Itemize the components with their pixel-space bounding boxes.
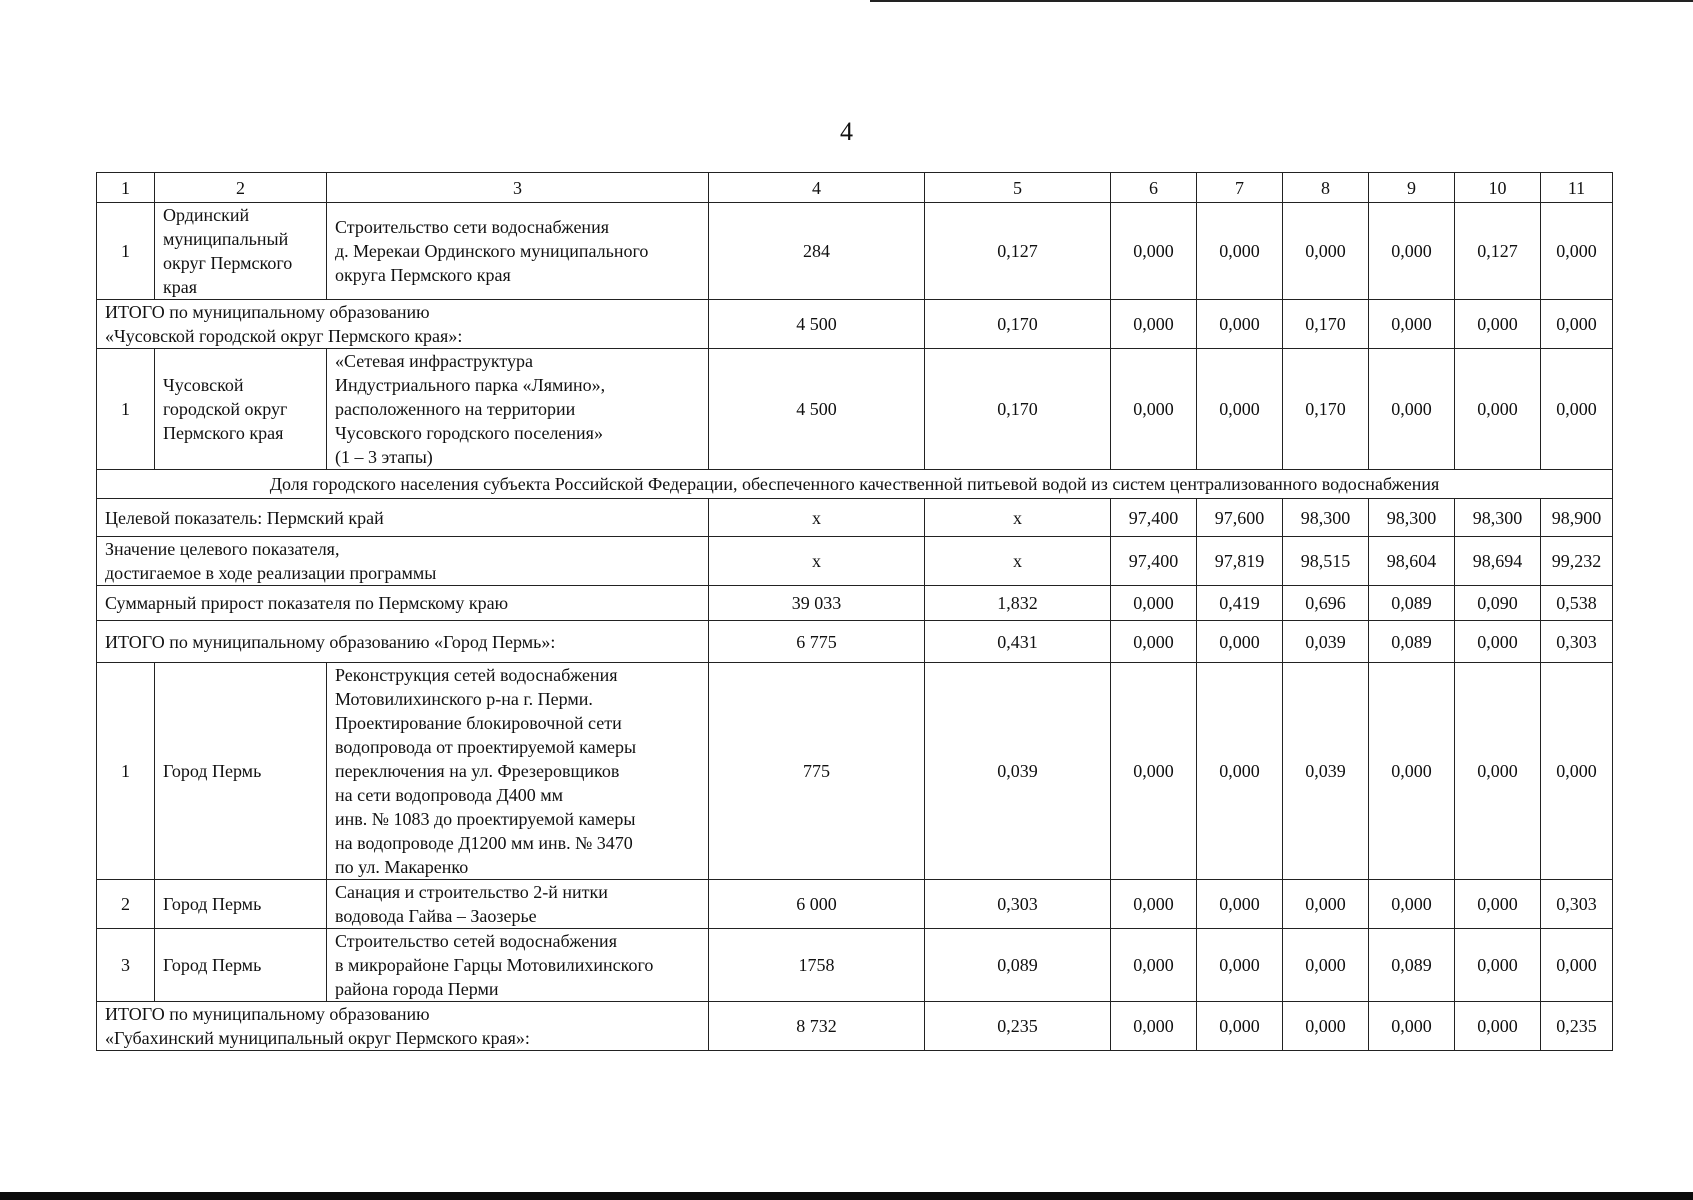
value-cell: 0,000 (1111, 1002, 1197, 1051)
row-number: 1 (97, 203, 155, 300)
municipality-line: Ординский (163, 205, 250, 225)
object-cell (327, 929, 709, 1002)
object-line: Реконструкция сетей водоснабжения (335, 665, 618, 685)
value-cell: 0,000 (1455, 663, 1541, 880)
object-cell (327, 880, 709, 929)
value-cell: 98,300 (1283, 499, 1369, 537)
value-cell: 0,000 (1283, 1002, 1369, 1051)
summary-label-line: достигаемое в ходе реализации программы (105, 563, 437, 583)
summary-row (97, 537, 1613, 586)
object-cell (327, 203, 709, 300)
value-cell: 0,000 (1541, 929, 1613, 1002)
value-cell: 0,170 (1283, 349, 1369, 470)
table-row (97, 663, 1613, 880)
column-number: 4 (709, 173, 925, 203)
summary-row (97, 300, 1613, 349)
value-cell: 97,400 (1111, 537, 1197, 586)
value-cell: 0,089 (1369, 621, 1455, 663)
value-cell: 0,000 (1369, 880, 1455, 929)
object-cell (327, 349, 709, 470)
column-number: 8 (1283, 173, 1369, 203)
value-cell: 0,000 (1369, 203, 1455, 300)
value-cell: 0,696 (1283, 586, 1369, 621)
column-number: 10 (1455, 173, 1541, 203)
section-title: Доля городского населения субъекта Российской Федерации, обеспеченного качественной питьевой водой из систем централизованного водоснабжения (97, 470, 1613, 499)
summary-label (97, 499, 709, 537)
object-cell (327, 663, 709, 880)
section-header-row (97, 470, 1613, 499)
table-row (97, 929, 1613, 1002)
value-cell: 0,000 (1197, 880, 1283, 929)
summary-label-line: ИТОГО по муниципальному образованию «Город Пермь»: (105, 631, 556, 652)
value-cell: 0,170 (925, 300, 1111, 349)
value-cell: 98,900 (1541, 499, 1613, 537)
value-cell: 0,000 (1369, 300, 1455, 349)
summary-label-line: «Чусовской городской округ Пермского края»: (105, 326, 463, 346)
value-cell: 0,000 (1111, 349, 1197, 470)
municipality-line: Город Пермь (163, 955, 262, 975)
summary-label-line: Суммарный прирост показателя по Пермскому краю (105, 593, 509, 613)
value-cell: 775 (709, 663, 925, 880)
value-cell: 0,089 (1369, 586, 1455, 621)
municipality-cell (155, 663, 327, 880)
value-cell: 0,127 (925, 203, 1111, 300)
table-row (97, 880, 1613, 929)
value-cell: 0,000 (1283, 929, 1369, 1002)
value-cell: 0,170 (1283, 300, 1369, 349)
object-line: д. Мерекаи Ординского муниципального (335, 241, 649, 261)
value-cell: 0,303 (1541, 621, 1613, 663)
value-cell: х (925, 537, 1111, 586)
summary-row (97, 499, 1613, 537)
value-cell: 0,000 (1369, 349, 1455, 470)
value-cell: 0,000 (1541, 663, 1613, 880)
summary-label-line: Значение целевого показателя, (105, 539, 340, 559)
object-line: инв. № 1083 до проектируемой камеры (335, 809, 636, 829)
value-cell: 0,000 (1111, 586, 1197, 621)
value-cell: 0,000 (1541, 349, 1613, 470)
object-line: по ул. Макаренко (335, 857, 469, 877)
summary-label-line: «Губахинский муниципальный округ Пермского края»: (105, 1028, 530, 1048)
value-cell: 4 500 (709, 300, 925, 349)
object-line: расположенного на территории (335, 399, 576, 419)
value-cell: 0,000 (1111, 300, 1197, 349)
municipality-cell (155, 929, 327, 1002)
value-cell: 0,538 (1541, 586, 1613, 621)
value-cell: 0,000 (1455, 621, 1541, 663)
table-row (97, 203, 1613, 300)
value-cell: 0,000 (1369, 1002, 1455, 1051)
column-number: 3 (327, 173, 709, 203)
object-line: переключения на ул. Фрезеровщиков (335, 761, 620, 781)
value-cell: 0,089 (925, 929, 1111, 1002)
value-cell: 0,170 (925, 349, 1111, 470)
summary-label-line: ИТОГО по муниципальному образованию (105, 1004, 430, 1024)
value-cell: 1,832 (925, 586, 1111, 621)
value-cell: 0,000 (1455, 1002, 1541, 1051)
value-cell: 0,000 (1455, 929, 1541, 1002)
object-line: в микрорайоне Гарцы Мотовилихинского (335, 955, 654, 975)
value-cell: 0,000 (1197, 621, 1283, 663)
page-number: 4 (840, 117, 853, 146)
municipality-line: округ Пермского (163, 253, 293, 273)
value-cell: 0,000 (1197, 300, 1283, 349)
value-cell: 97,600 (1197, 499, 1283, 537)
object-line: водопровода от проектируемой камеры (335, 737, 637, 757)
value-cell: 0,000 (1197, 349, 1283, 470)
value-cell: 39 033 (709, 586, 925, 621)
object-line: Санация и строительство 2-й нитки (335, 882, 608, 902)
value-cell: 1758 (709, 929, 925, 1002)
value-cell: 0,000 (1111, 663, 1197, 880)
value-cell: 0,000 (1283, 880, 1369, 929)
value-cell: 98,515 (1283, 537, 1369, 586)
column-number: 2 (155, 173, 327, 203)
municipality-cell (155, 203, 327, 300)
summary-row (97, 621, 1613, 663)
municipality-cell (155, 349, 327, 470)
summary-label (97, 586, 709, 621)
value-cell: 6 000 (709, 880, 925, 929)
column-number: 1 (97, 173, 155, 203)
value-cell: 0,000 (1455, 880, 1541, 929)
value-cell: 0,000 (1541, 203, 1613, 300)
value-cell: 6 775 (709, 621, 925, 663)
value-cell: 0,000 (1541, 300, 1613, 349)
value-cell: 0,000 (1283, 203, 1369, 300)
scan-bottom-edge (0, 1192, 1693, 1200)
column-number: 7 (1197, 173, 1283, 203)
object-line: на сети водопровода Д400 мм (335, 785, 564, 805)
value-cell: 0,419 (1197, 586, 1283, 621)
column-number: 9 (1369, 173, 1455, 203)
value-cell: 0,000 (1111, 929, 1197, 1002)
value-cell: 99,232 (1541, 537, 1613, 586)
value-cell: 98,300 (1455, 499, 1541, 537)
value-cell: 0,303 (1541, 880, 1613, 929)
object-line: Мотовилихинского р-на г. Перми. (335, 689, 593, 709)
value-cell: 0,000 (1455, 349, 1541, 470)
value-cell: 97,400 (1111, 499, 1197, 537)
value-cell: 0,090 (1455, 586, 1541, 621)
value-cell: х (709, 499, 925, 537)
value-cell: 0,000 (1455, 300, 1541, 349)
object-line: Проектирование блокировочной сети (335, 713, 622, 733)
municipality-line: городской округ (163, 399, 288, 419)
summary-label (97, 300, 709, 349)
column-number-row (97, 173, 1613, 203)
value-cell: 0,000 (1197, 929, 1283, 1002)
municipality-cell (155, 880, 327, 929)
row-number: 1 (97, 663, 155, 880)
object-line: на водопроводе Д1200 мм инв. № 3470 (335, 833, 633, 853)
summary-label (97, 1002, 709, 1051)
municipality-line: Город Пермь (163, 761, 262, 781)
value-cell: 8 732 (709, 1002, 925, 1051)
value-cell: 0,089 (1369, 929, 1455, 1002)
object-line: округа Пермского края (335, 265, 511, 285)
value-cell: 98,300 (1369, 499, 1455, 537)
column-number: 5 (925, 173, 1111, 203)
top-edge-rule (870, 0, 1693, 2)
row-number: 1 (97, 349, 155, 470)
object-line: Чусовского городского поселения» (335, 423, 603, 443)
row-number: 2 (97, 880, 155, 929)
value-cell: 0,039 (925, 663, 1111, 880)
object-line: водовода Гайва – Заозерье (335, 906, 537, 926)
value-cell: 0,235 (1541, 1002, 1613, 1051)
summary-label-line: ИТОГО по муниципальному образованию (105, 302, 430, 322)
object-line: Строительство сетей водоснабжения (335, 931, 617, 951)
value-cell: 4 500 (709, 349, 925, 470)
value-cell: 0,303 (925, 880, 1111, 929)
value-cell: 284 (709, 203, 925, 300)
value-cell: 0,431 (925, 621, 1111, 663)
value-cell: 97,819 (1197, 537, 1283, 586)
value-cell: 0,000 (1197, 663, 1283, 880)
object-line: (1 – 3 этапы) (335, 447, 433, 467)
municipality-line: муниципальный (163, 229, 289, 249)
municipality-line: края (163, 277, 198, 297)
summary-label-line: Целевой показатель: Пермский край (105, 507, 384, 528)
summary-label (97, 537, 709, 586)
municipality-line: Чусовской (163, 375, 244, 395)
summary-label (97, 621, 709, 663)
row-number: 3 (97, 929, 155, 1002)
object-line: «Сетевая инфраструктура (335, 351, 533, 371)
value-cell: 0,000 (1197, 203, 1283, 300)
value-cell: 0,235 (925, 1002, 1111, 1051)
summary-row (97, 1002, 1613, 1051)
municipality-line: Город Пермь (163, 894, 262, 914)
value-cell: 0,000 (1197, 1002, 1283, 1051)
value-cell: 0,000 (1111, 621, 1197, 663)
summary-row (97, 586, 1613, 621)
value-cell: 0,000 (1369, 663, 1455, 880)
program-table (96, 172, 1613, 1051)
value-cell: х (925, 499, 1111, 537)
municipality-line: Пермского края (163, 423, 284, 443)
value-cell: 0,000 (1111, 880, 1197, 929)
object-line: Строительство сети водоснабжения (335, 217, 609, 237)
value-cell: 0,000 (1111, 203, 1197, 300)
object-line: района города Перми (335, 979, 499, 999)
table-row (97, 349, 1613, 470)
value-cell: 0,127 (1455, 203, 1541, 300)
column-number: 11 (1541, 173, 1613, 203)
value-cell: 98,694 (1455, 537, 1541, 586)
column-number: 6 (1111, 173, 1197, 203)
value-cell: 98,604 (1369, 537, 1455, 586)
value-cell: х (709, 537, 925, 586)
object-line: Индустриального парка «Лямино», (335, 375, 606, 395)
value-cell: 0,039 (1283, 621, 1369, 663)
value-cell: 0,039 (1283, 663, 1369, 880)
